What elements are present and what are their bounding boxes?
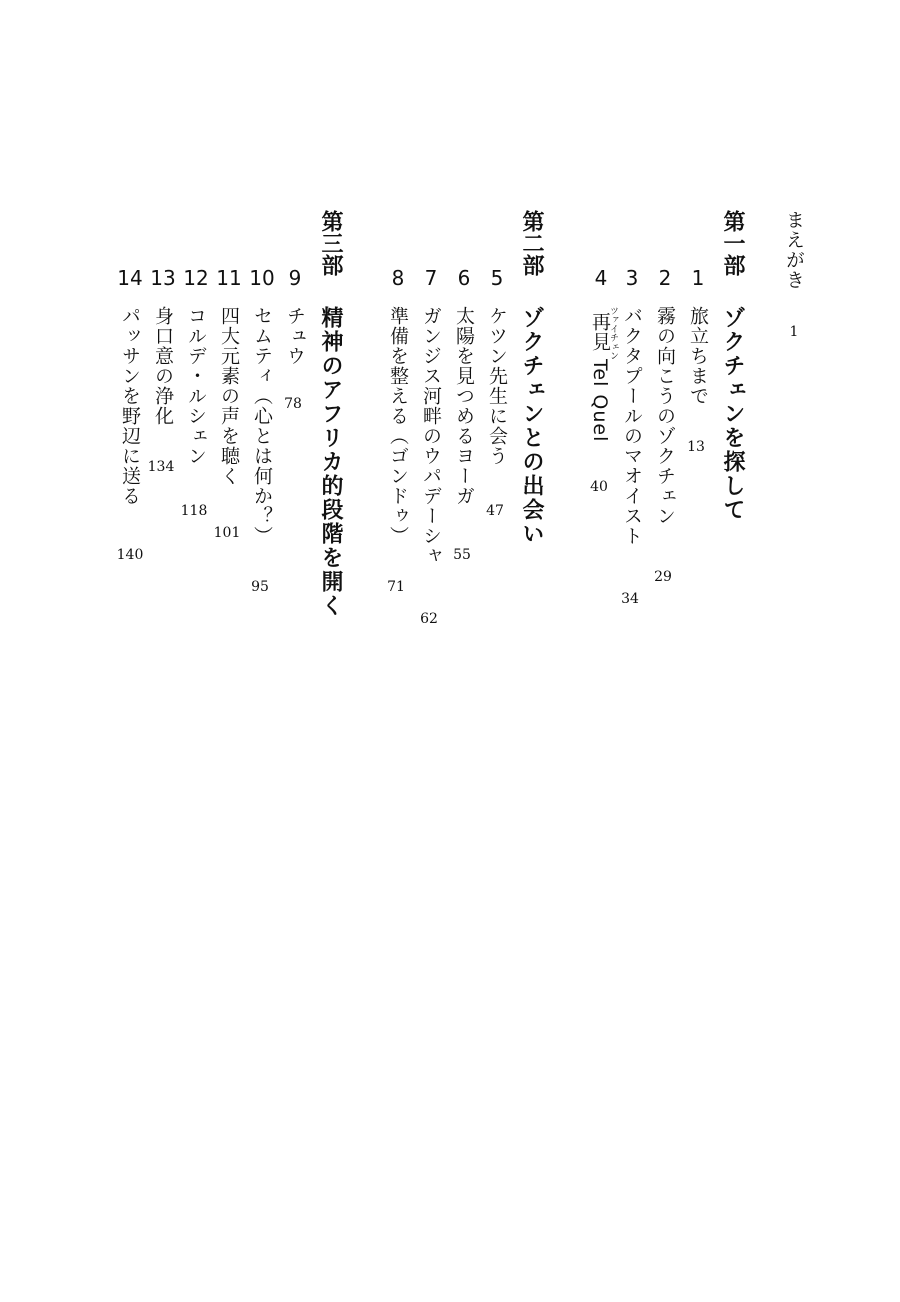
chapter-10-number: 10 [249,266,275,290]
chapter-6-title: 太陽を見つめるヨーガ [453,306,475,506]
chapter-1-title: 旅立ちまで [687,306,709,406]
chapter-14-number: 14 [117,266,143,290]
chapter-13-number: 13 [150,266,176,290]
chapter-8-page: 71 [387,579,405,595]
chapter-6-number: 6 [457,266,471,290]
chapter-5-page: 47 [486,503,504,519]
chapter-13-title: 身口意の浄化 [152,306,174,426]
preface-page: 1 [789,324,799,340]
chapter-12-number: 12 [183,266,209,290]
chapter-2-number: 2 [658,266,672,290]
chapter-4-page: 40 [590,479,608,495]
chapter-3-title: バクタプールのマオイスト [621,306,643,546]
part3-title: 精神のアフリカ的段階を開く [318,306,344,618]
chapter-5-number: 5 [490,266,504,290]
chapter-7-number: 7 [424,266,438,290]
part2-title: ゾクチェンとの出会い [519,306,545,546]
chapter-12-title: コルデ・ルシェン [185,306,207,466]
chapter-3-number: 3 [625,266,639,290]
chapter-10-page: 95 [251,579,269,595]
chapter-14-page: 140 [116,547,144,563]
chapter-8-title: 準備を整える（ゴンドゥ） [387,306,409,546]
chapter-7-title: ガンジス河畔のウパデーシャ [420,306,442,566]
chapter-4-ruby: ツァイチェン [608,306,618,360]
chapter-6-page: 55 [453,547,471,563]
chapter-7-page: 62 [420,611,438,627]
chapter-2-page: 29 [654,569,672,585]
chapter-2-title: 霧の向こうのゾクチェン [654,306,676,526]
chapter-11-number: 11 [216,266,242,290]
chapter-13-page: 134 [147,459,175,475]
chapter-9-title: チュウ [284,306,306,366]
preface-label: まえがき [783,210,805,290]
chapter-4-number: 4 [594,266,608,290]
chapter-3-page: 34 [621,591,639,607]
chapter-12-page: 118 [180,503,208,519]
chapter-1-number: 1 [691,266,705,290]
chapter-11-title: 四大元素の声を聴く [218,306,240,486]
part1-title: ゾクチェンを探して [720,306,746,522]
part2-heading: 第二部 [519,210,545,276]
chapter-9-number: 9 [288,266,302,290]
part1-heading: 第一部 [720,210,746,276]
chapter-8-number: 8 [391,266,405,290]
chapter-14-title: パッサンを野辺に送る [119,306,141,506]
chapter-9-page: 78 [284,396,302,412]
chapter-11-page: 101 [213,525,241,541]
chapter-4-title: 再見 Tel Quel [589,312,611,443]
chapter-5-title: ケツン先生に会う [486,306,508,466]
part3-heading: 第三部 [318,210,344,276]
chapter-1-page: 13 [687,439,705,455]
chapter-10-title: セムティ（心とは何か？） [251,306,273,546]
